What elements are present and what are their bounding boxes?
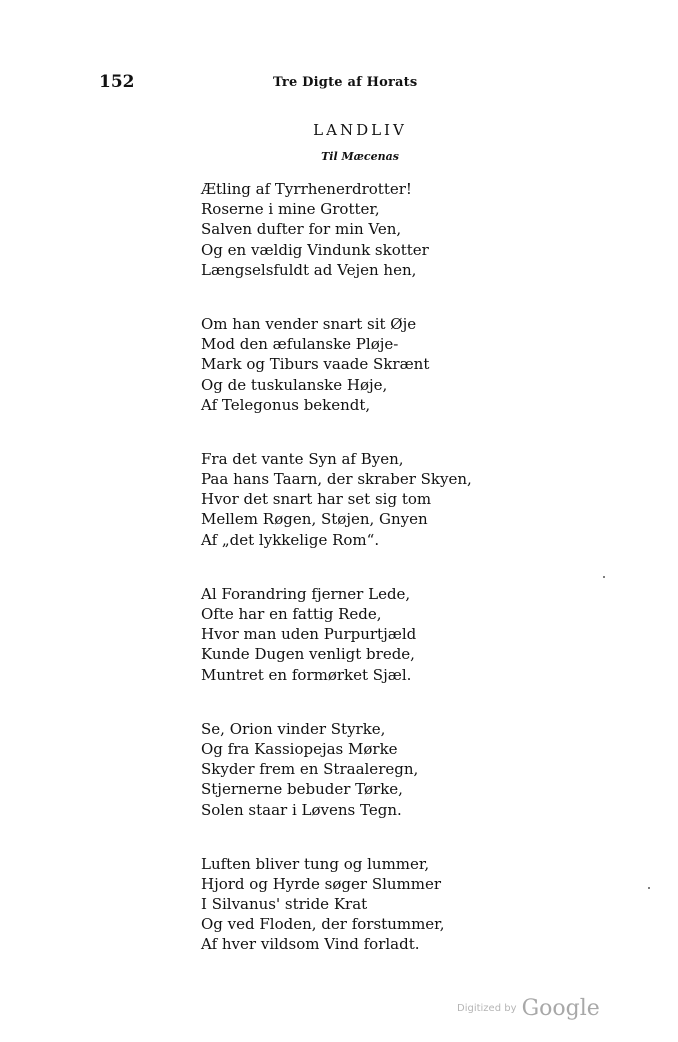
verse-line: Al Forandring fjerner Lede, xyxy=(201,584,411,603)
verse-line: Stjernerne bebuder Tørke, xyxy=(201,780,403,799)
verse-line: Se, Orion vinder Styrke, xyxy=(201,719,386,738)
google-logo: Google xyxy=(521,996,600,1021)
stanza-6 xyxy=(201,854,501,955)
running-head: Tre Digte af Horats xyxy=(273,75,418,90)
verse-line: Ætling af Tyrrhenerdrotter! xyxy=(201,180,412,198)
verse-line: Længselsfuldt ad Vejen hen, xyxy=(201,260,417,279)
verse-line: Skyder frem en Straaleregn, xyxy=(201,760,419,779)
verse-line: Ofte har en fattig Rede, xyxy=(201,605,382,623)
stanza-5 xyxy=(201,719,501,820)
verse-line: Af hver vildsom Vind forladt. xyxy=(201,935,420,954)
verse-line: Roserne i mine Grotter, xyxy=(201,200,380,219)
stanza-2 xyxy=(201,314,501,415)
stanza-3 xyxy=(201,449,501,550)
verse-line: Muntret en formørket Sjæl. xyxy=(201,665,412,684)
verse-line: Hvor det snart har set sig tom xyxy=(201,490,432,509)
poem-body xyxy=(201,179,501,989)
verse-line: Mellem Røgen, Støjen, Gnyen xyxy=(201,510,428,529)
poem-title: LANDLIV xyxy=(313,121,407,139)
watermark-prefix: Digitized by xyxy=(457,1003,517,1014)
scan-speck xyxy=(648,887,650,889)
verse-line: Og de tuskulanske Høje, xyxy=(201,375,388,394)
verse-line: I Silvanus' stride Krat xyxy=(201,895,368,914)
verse-line: Og fra Kassiopejas Mørke xyxy=(201,739,398,758)
verse-line: Af „det lykkelige Rom“. xyxy=(201,530,380,549)
scan-speck xyxy=(603,576,605,578)
verse-line: Mark og Tiburs vaade Skrænt xyxy=(201,355,430,374)
verse-line: Fra det vante Syn af Byen, xyxy=(201,449,404,468)
verse-line: Paa hans Taarn, der skraber Skyen, xyxy=(201,470,472,489)
verse-line: Salven dufter for min Ven, xyxy=(201,220,402,239)
page-number: 152 xyxy=(99,72,135,92)
verse-line: Af Telegonus bekendt, xyxy=(201,395,371,414)
poem-dedication: Til Mæcenas xyxy=(321,150,399,163)
verse-line: Og en vældig Vindunk skotter xyxy=(201,240,429,259)
verse-line: Kunde Dugen venligt brede, xyxy=(201,645,415,664)
verse-line: Luften bliver tung og lummer, xyxy=(201,854,430,873)
verse-line: Og ved Floden, der forstummer, xyxy=(201,915,445,934)
verse-line: Om han vender snart sit Øje xyxy=(201,314,417,333)
stanza-4 xyxy=(201,584,501,685)
verse-line: Hjord og Hyrde søger Slummer xyxy=(201,874,442,893)
digitized-watermark xyxy=(457,996,600,1021)
verse-line: Mod den æfulanske Pløje- xyxy=(201,335,399,354)
verse-line: Solen staar i Løvens Tegn. xyxy=(201,800,402,819)
stanza-1 xyxy=(201,179,501,280)
verse-line: Hvor man uden Purpurtjæld xyxy=(201,625,417,644)
